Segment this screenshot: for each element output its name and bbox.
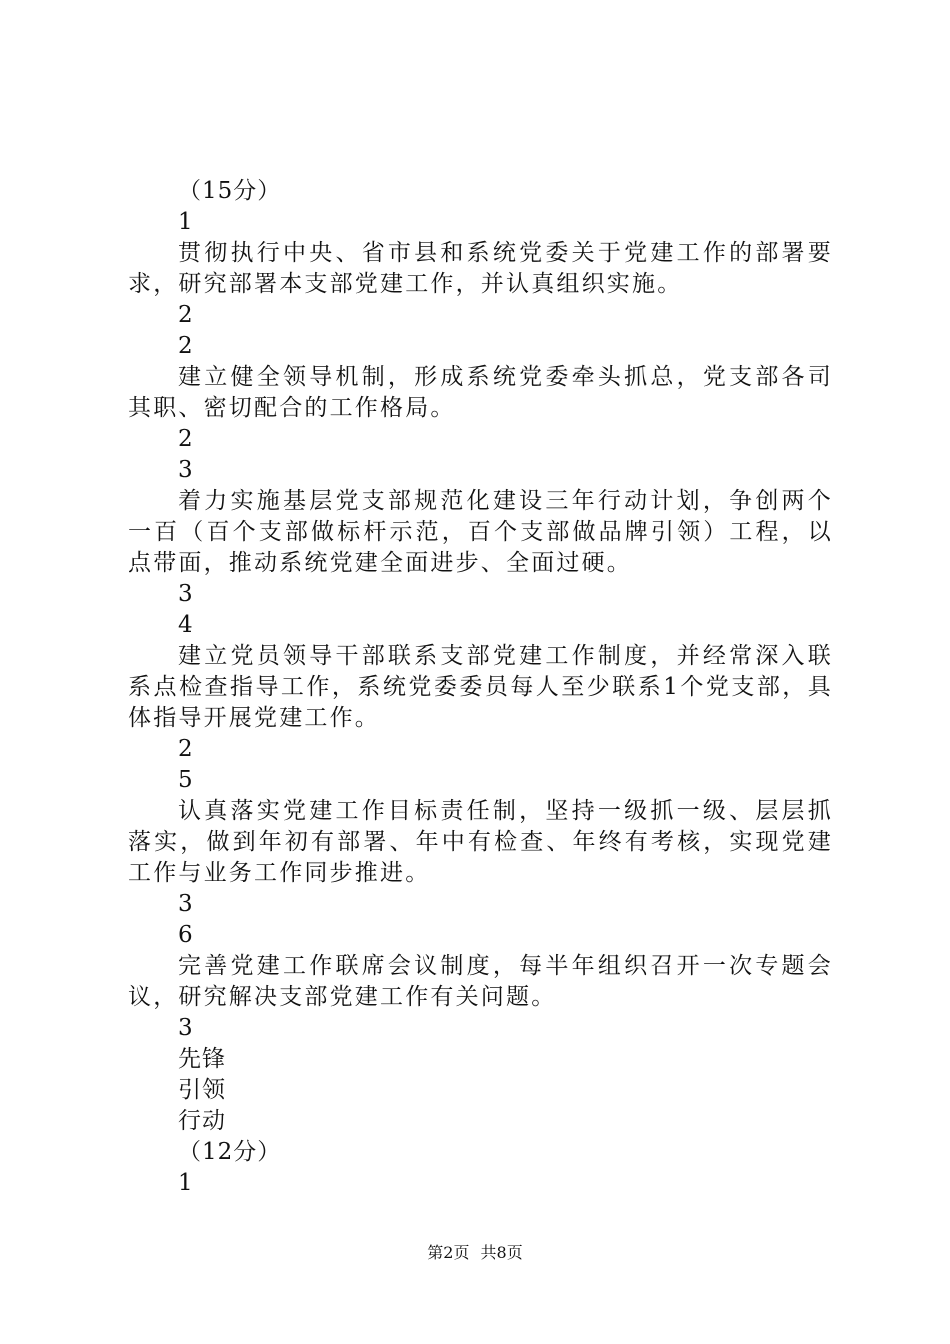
score-line: （12分）	[178, 1139, 282, 1165]
item-score: 2	[178, 302, 194, 328]
item-number: 5	[178, 767, 194, 793]
section-title-part: 行动	[178, 1108, 226, 1134]
page-footer	[0, 1243, 950, 1263]
item-score: 3	[178, 581, 194, 607]
score-line: （15分）	[178, 178, 282, 204]
item-score: 3	[178, 1015, 194, 1041]
page-number: 第2页	[427, 1243, 470, 1262]
item-text: 完善党建工作联席会议制度，每半年组织召开一次专题会议，研究解决支部党建工作有关问题。	[128, 953, 833, 1010]
item-score: 2	[178, 736, 194, 762]
document-body	[128, 176, 833, 1199]
item-number: 2	[178, 333, 194, 359]
item-score: 3	[178, 891, 194, 917]
item-number: 4	[178, 612, 194, 638]
item-text: 建立健全领导机制，形成系统党委牵头抓总，党支部各司其职、密切配合的工作格局。	[128, 364, 833, 421]
item-number: 1	[178, 209, 194, 235]
section-title-part: 先锋	[178, 1046, 226, 1072]
item-text: 建立党员领导干部联系支部党建工作制度，并经常深入联系点检查指导工作，系统党委委员每人至少联系1个党支部，具体指导开展党建工作。	[128, 643, 833, 731]
item-text: 认真落实党建工作目标责任制，坚持一级抓一级、层层抓落实，做到年初有部署、年中有检查、年终有考核，实现党建工作与业务工作同步推进。	[128, 798, 833, 886]
page-total: 共8页	[480, 1243, 523, 1262]
item-number: 3	[178, 457, 194, 483]
item-text: 着力实施基层党支部规范化建设三年行动计划，争创两个一百（百个支部做标杆示范，百个支部做品牌引领）工程，以点带面，推动系统党建全面进步、全面过硬。	[128, 488, 833, 576]
item-score: 2	[178, 426, 194, 452]
item-text: 贯彻执行中央、省市县和系统党委关于党建工作的部署要求，研究部署本支部党建工作，并认真组织实施。	[128, 240, 833, 297]
section-title-part: 引领	[178, 1077, 226, 1103]
item-number: 1	[178, 1170, 194, 1196]
item-number: 6	[178, 922, 194, 948]
